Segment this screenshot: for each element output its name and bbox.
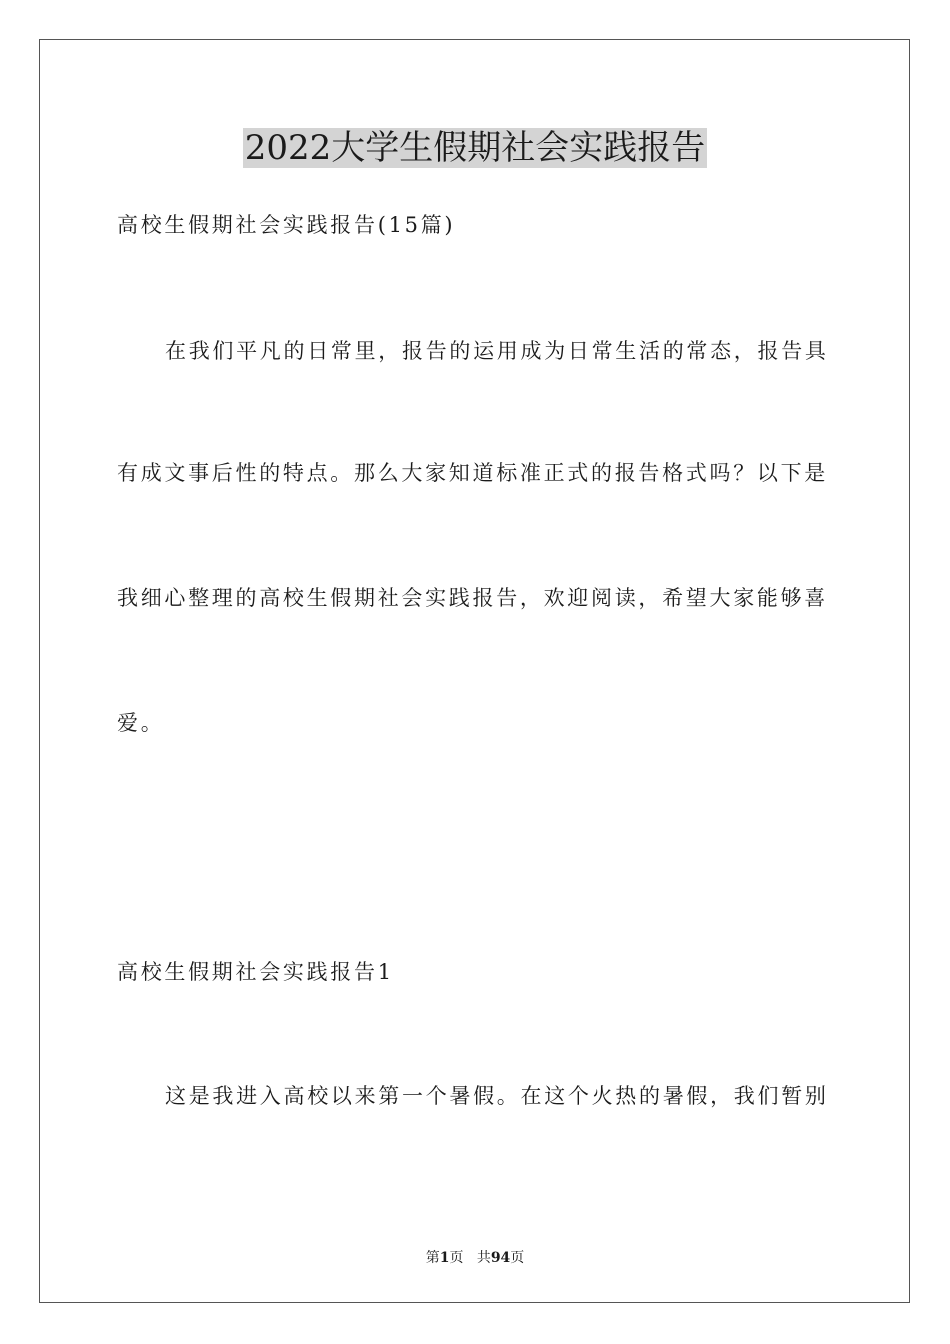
document-subtitle: 高校生假期社会实践报告(15篇) (117, 213, 456, 237)
intro-line-4: 爱。 (117, 711, 165, 735)
document-title (0, 124, 950, 172)
page-footer (0, 1248, 950, 1268)
section-line-1: 这是我进入高校以来第一个暑假。在这个火热的暑假，我们暂别 (165, 1084, 829, 1108)
footer-total-prefix: 共 (476, 1250, 491, 1266)
footer-total-suffix: 页 (510, 1250, 525, 1266)
footer-total-pages: 94 (490, 1250, 511, 1266)
intro-line-1: 在我们平凡的日常里，报告的运用成为日常生活的常态，报告具 (165, 339, 829, 363)
footer-page-number: 1 (439, 1250, 450, 1266)
document-title-text: 2022大学生假期社会实践报告 (244, 128, 706, 168)
section-heading: 高校生假期社会实践报告1 (117, 960, 394, 984)
intro-line-2: 有成文事后性的特点。那么大家知道标准正式的报告格式吗？以下是 (117, 461, 828, 485)
intro-line-3: 我细心整理的高校生假期社会实践报告，欢迎阅读，希望大家能够喜 (117, 586, 828, 610)
footer-page-prefix: 第 (425, 1250, 440, 1266)
footer-page-suffix: 页 (449, 1250, 464, 1266)
